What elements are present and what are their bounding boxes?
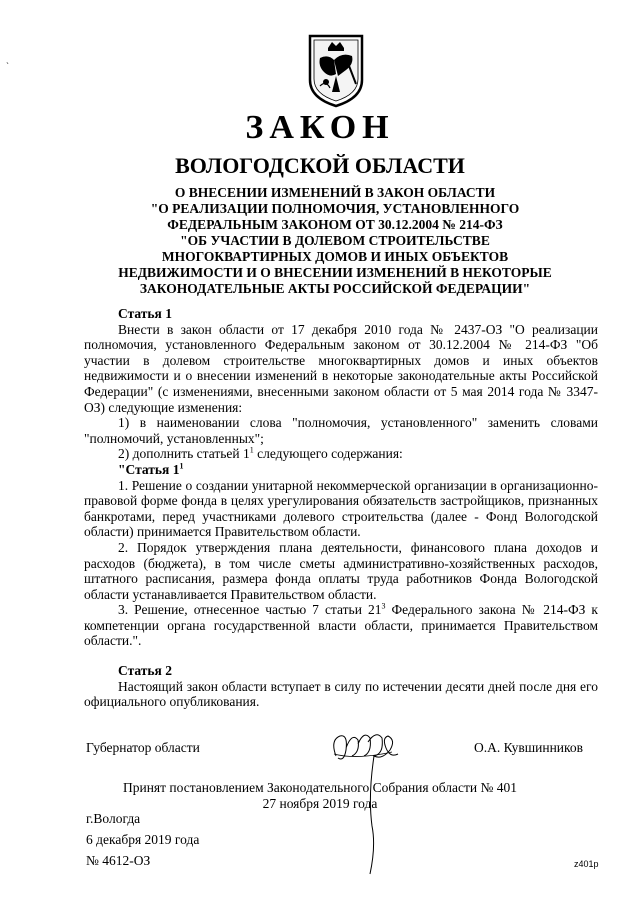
subject-line: О ВНЕСЕНИИ ИЗМЕНЕНИЙ В ЗАКОН ОБЛАСТИ [174,185,496,200]
subject-line: ФЕДЕРАЛЬНЫМ ЗАКОНОМ ОТ 30.12.2004 № 214-ФЗ [167,217,503,232]
part-3-text-end: Федерального закона № 214-ФЗ к компетенции органа государственной власти области, принимается Правительством области.". [84,602,598,649]
article-1-intro: Внести в закон области от 17 декабря 2010 года № 2437-ОЗ "О реализации полномочия, установленного Федеральным законом от 30.12.2004 № 214-ФЗ "Об участии в долевом строительстве многоквартирных домов и иных объектов недвижимости и о внесении изменений в некоторые законодательные акты Российской Федерации" (с изменениями, внесенными законом области от 5 мая 2014 года № 3347-ОЗ) следующие изменения: [84,321,598,415]
inserted-heading-text: "Статья 1 [118,461,180,477]
item-2-text: 2) дополнить статьей 1 [118,446,250,462]
adoption-line-2: 27 ноября 2019 года [262,796,378,811]
article-1-item-2 [84,446,598,462]
coat-of-arms-icon [306,34,366,108]
article-1-item-1: 1) в наименовании слова "полномочия, установленного" заменить словами "полномочий, установленных"; [84,415,598,446]
signing-date: 6 декабря 2019 года [86,832,200,847]
place-date-block [86,808,199,871]
region-title: ВОЛОГОДСКОЙ ОБЛАСТИ [175,153,465,178]
law-subject [100,185,570,297]
spacer [84,649,598,663]
article-2-heading: Статья 2 [118,663,172,679]
inserted-part-2: 2. Порядок утверждения плана деятельности, финансового плана доходов и расходов (бюджета), в том числе сметы административно-хозяйственных расходов, штатного расписания, размера фонда оплаты труда работников Фонда Вологодской области устанавливается Правительством области. [84,539,598,602]
governor-name: О.А. Кувшинников [474,740,584,755]
law-number: № 4612-ОЗ [86,853,151,868]
law-body [84,306,598,710]
document-reference: z401p [574,859,599,869]
law-title: ЗАКОН [245,109,395,146]
part-3-sup: 3 [381,601,386,611]
part-3-text: 3. Решение, отнесенное частью 7 статьи 21 [118,602,382,618]
inserted-heading-sup: 1 [179,461,184,471]
subject-line: МНОГОКВАРТИРНЫХ ДОМОВ И ИНЫХ ОБЪЕКТОВ [161,249,509,264]
article-1-heading: Статья 1 [118,306,172,321]
subject-line: "ОБ УЧАСТИИ В ДОЛЕВОМ СТРОИТЕЛЬСТВЕ [180,233,490,248]
inserted-article-heading [84,462,598,478]
inserted-part-3 [84,602,598,649]
governor-title: Губернатор области [86,740,200,755]
article-2-text: Настоящий закон области вступает в силу по истечении десяти дней после дня его официального опубликования. [84,678,598,710]
margin-mark: ˏ [6,54,9,64]
subject-line: ЗАКОНОДАТЕЛЬНЫЕ АКТЫ РОССИЙСКОЙ ФЕДЕРАЦИИ" [139,281,531,296]
adoption-line-1: Принят постановлением Законодательного Собрания области № 401 [122,780,518,795]
subject-line: НЕДВИЖИМОСТИ И О ВНЕСЕНИИ ИЗМЕНЕНИЙ В НЕКОТОРЫЕ [118,265,552,280]
subject-line: "О РЕАЛИЗАЦИИ ПОЛНОМОЧИЯ, УСТАНОВЛЕННОГО [150,201,520,216]
inserted-part-1: 1. Решение о создании унитарной некоммерческой организации в организационно-правовой форме фонда в целях урегулирования обязательств застройщиков, признанных банкротами, перед участниками долевого строительства (далее - Фонд Вологодской области) принимается Правительством области. [84,477,598,540]
item-2-text-end: следующего содержания: [253,446,403,462]
item-2-sup: 1 [249,445,254,455]
city: г.Вологда [86,811,141,826]
